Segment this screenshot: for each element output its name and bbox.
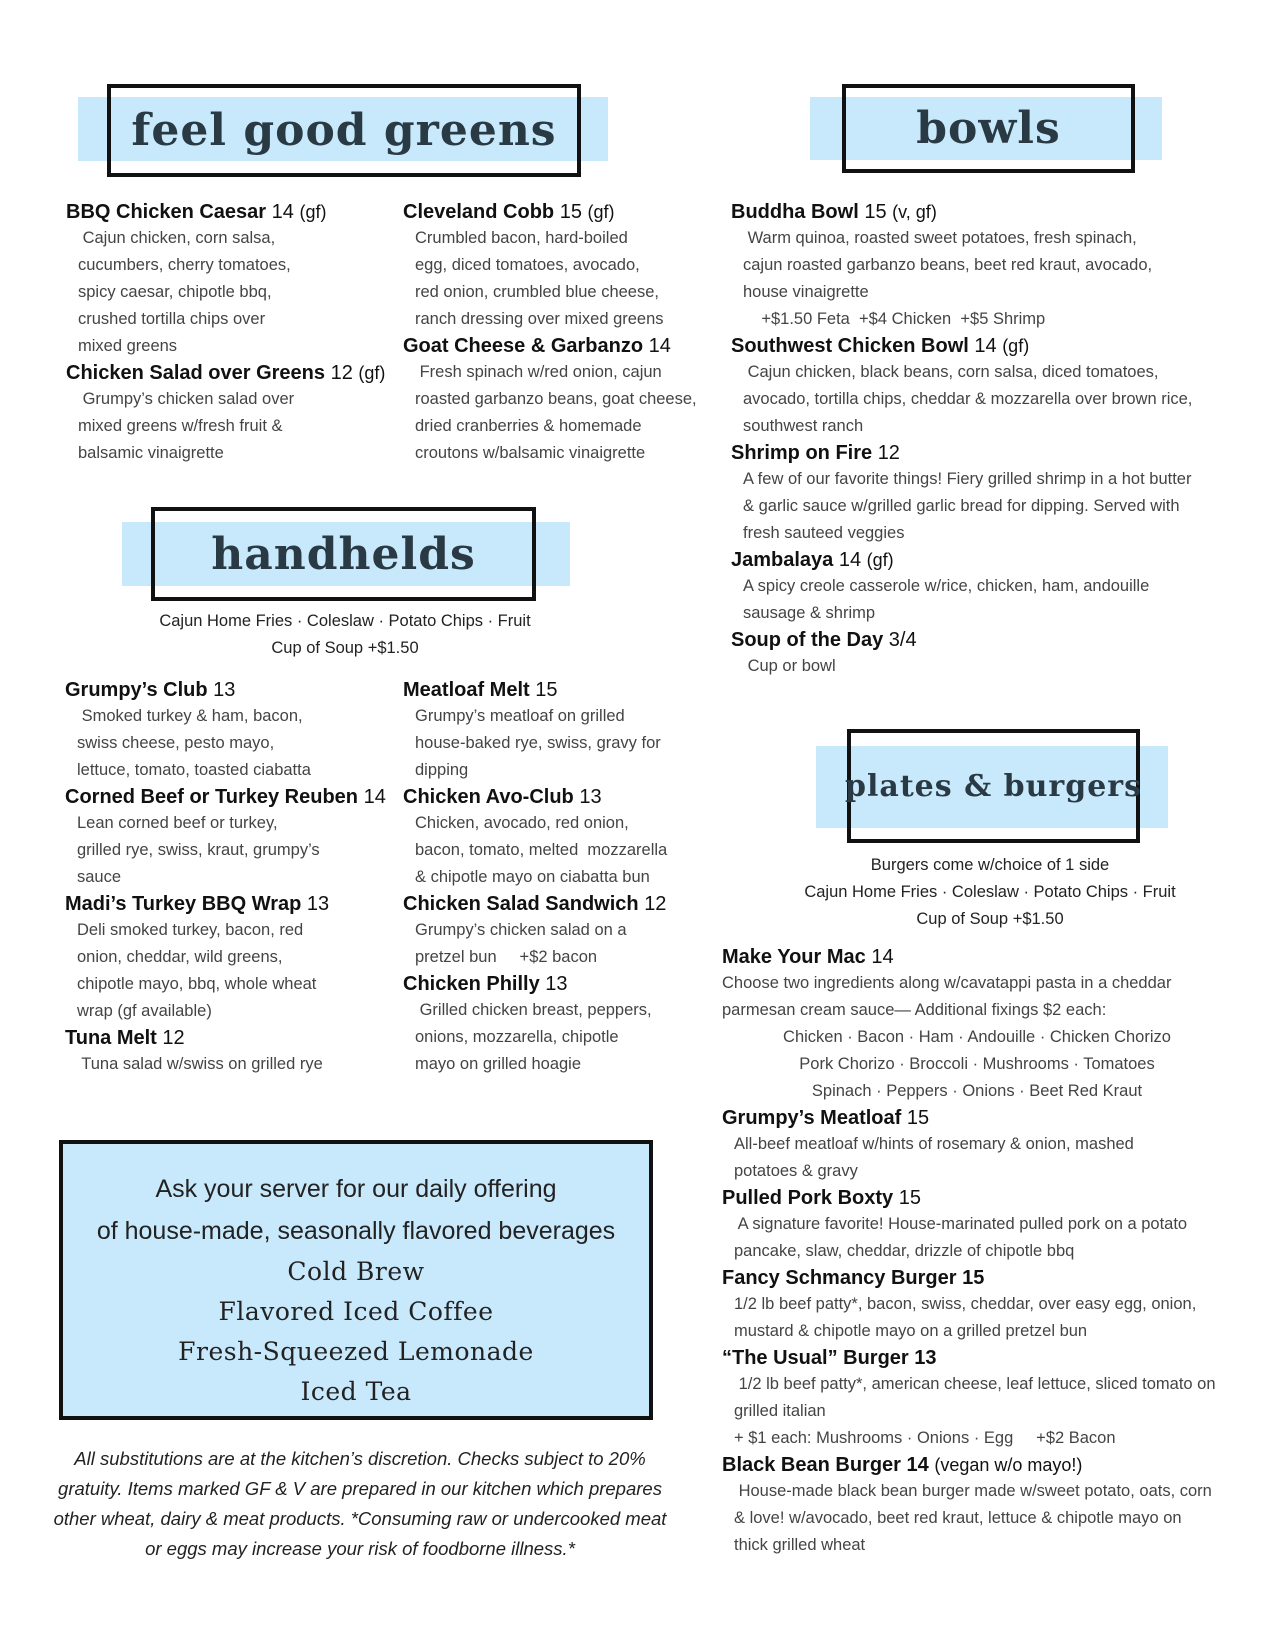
menu-item-description: +$1.50 Feta +$4 Chicken +$5 Shrimp <box>743 310 1046 328</box>
menu-item-heading <box>722 1345 1262 1371</box>
handhelds-left-column <box>65 677 395 1078</box>
plates-sides-line: Burgers come w/choice of 1 side <box>870 856 1110 874</box>
plates-sides-line: Cup of Soup +$1.50 <box>916 910 1064 928</box>
menu-item-description: Grumpy’s chicken salad over <box>78 390 295 408</box>
menu-item <box>66 360 396 467</box>
menu-item-price: 12 <box>877 442 900 464</box>
menu-item-price: 15 <box>898 1187 921 1209</box>
menu-item-description: Warm quinoa, roasted sweet potatoes, fresh spinach, <box>743 229 1137 247</box>
menu-item-price: 14 <box>271 201 294 223</box>
menu-item-name: Buddha Bowl <box>731 201 859 223</box>
menu-item <box>722 1185 1262 1265</box>
beverage-item: Cold Brew <box>287 1257 425 1286</box>
menu-item-name: Chicken Avo-Club <box>403 786 574 808</box>
menu-item-description: dipping <box>415 761 469 779</box>
menu-item-heading <box>731 333 1251 359</box>
menu-item-description: Grumpy’s chicken salad on a <box>415 921 627 939</box>
menu-item-description: sauce <box>77 868 122 886</box>
menu-item-tag: (vegan w/o mayo!) <box>934 1455 1083 1475</box>
menu-item-name: Madi’s Turkey BBQ Wrap <box>65 893 302 915</box>
menu-item-heading <box>65 677 395 703</box>
menu-item-name: Goat Cheese & Garbanzo <box>403 335 644 357</box>
menu-item-price: 15 <box>535 679 558 701</box>
menu-item-heading <box>731 627 1251 653</box>
menu-item-description: Crumbled bacon, hard-boiled <box>415 229 628 247</box>
beverage-item: Fresh-Squeezed Lemonade <box>178 1337 534 1366</box>
menu-item <box>66 199 396 360</box>
menu-item-name: BBQ Chicken Caesar <box>66 201 267 223</box>
menu-item-description: spicy caesar, chipotle bbq, <box>78 283 272 301</box>
menu-item-price: 14 <box>974 335 997 357</box>
plates-title: plates & burgers <box>845 768 1142 804</box>
menu-item-price: 15 <box>559 201 582 223</box>
plates-sides-line: Cajun Home Fries · Coleslaw · Potato Chips · Fruit <box>804 883 1176 901</box>
menu-item-description: + $1 each: Mushrooms · Onions · Egg +$2 Bacon <box>734 1429 1116 1447</box>
menu-item-name: Chicken Philly <box>403 973 540 995</box>
menu-item-description: pancake, slaw, cheddar, drizzle of chipotle bbq <box>734 1242 1075 1260</box>
menu-item-description: balsamic vinaigrette <box>78 444 224 462</box>
menu-item-name: Grumpy’s Club <box>65 679 208 701</box>
menu-item-name: Chicken Salad over Greens <box>66 362 326 384</box>
menu-item-description: Fresh spinach w/red onion, cajun <box>415 363 662 381</box>
menu-item-name: Tuna Melt <box>65 1027 157 1049</box>
menu-item-price: 15 <box>864 201 887 223</box>
menu-item-description: 1/2 lb beef patty*, bacon, swiss, cheddar, over easy egg, onion, <box>734 1295 1197 1313</box>
menu-item-name: Cleveland Cobb <box>403 201 555 223</box>
menu-item-description: house-baked rye, swiss, gravy for <box>415 734 661 752</box>
menu-item-description: thick grilled wheat <box>734 1536 866 1554</box>
handhelds-sides-line: Cajun Home Fries · Coleslaw · Potato Chips · Fruit <box>159 612 531 630</box>
plates-column <box>722 944 1262 1559</box>
menu-item-heading <box>403 199 713 225</box>
menu-item-heading <box>722 1265 1262 1291</box>
menu-item-price: 15 <box>906 1107 930 1129</box>
menu-item-description: Lean corned beef or turkey, <box>77 814 278 832</box>
menu-item-price: 13 <box>306 893 330 915</box>
plates-sides <box>720 852 1260 933</box>
menu-item-description: sausage & shrimp <box>743 604 876 622</box>
menu-item-description: bacon, tomato, melted mozzarella <box>415 841 668 859</box>
menu-item-heading <box>722 1452 1262 1478</box>
mac-fixing-line: Spinach · Peppers · Onions · Beet Red Kraut <box>811 1082 1143 1100</box>
menu-item <box>731 627 1251 680</box>
menu-item-heading <box>65 891 395 917</box>
handhelds-sides <box>70 608 620 662</box>
menu-item-description: A signature favorite! House-marinated pulled pork on a potato <box>734 1215 1188 1233</box>
menu-item-name: Soup of the Day <box>731 629 884 651</box>
handhelds-sides-line: Cup of Soup +$1.50 <box>271 639 419 657</box>
menu-item-heading <box>722 944 1262 970</box>
menu-item-name: “The Usual” Burger 13 <box>722 1347 937 1369</box>
menu-item <box>722 1265 1262 1345</box>
menu-item-heading <box>66 360 396 386</box>
handhelds-right-column <box>403 677 703 1078</box>
menu-item-description: Grumpy’s meatloaf on grilled <box>415 707 625 725</box>
menu-item-description: potatoes & gravy <box>734 1162 858 1180</box>
disclaimer-line: gratuity. Items marked GF & V are prepared in our kitchen which prepares <box>58 1478 662 1499</box>
menu-item <box>722 1105 1262 1185</box>
menu-item-name: Shrimp on Fire <box>731 442 873 464</box>
menu-item-price: 14 <box>648 335 671 357</box>
menu-item-description: A few of our favorite things! Fiery grilled shrimp in a hot butter <box>743 470 1192 488</box>
menu-item <box>731 547 1251 627</box>
menu-item-price: 12 <box>644 893 667 915</box>
menu-item-description: swiss cheese, pesto mayo, <box>77 734 275 752</box>
beverage-item: Flavored Iced Coffee <box>218 1297 494 1326</box>
menu-item-description: Cajun chicken, black beans, corn salsa, diced tomatoes, <box>743 363 1159 381</box>
menu-item-name: Corned Beef or Turkey Reuben <box>65 786 359 808</box>
menu-item-description: mixed greens w/fresh fruit & <box>78 417 283 435</box>
menu-item-description: 1/2 lb beef patty*, american cheese, leaf lettuce, sliced tomato on <box>734 1375 1216 1393</box>
disclaimer-line: other wheat, dairy & meat products. *Consuming raw or undercooked meat <box>53 1508 667 1529</box>
mac-fixings-list <box>722 1024 1232 1105</box>
menu-item-tag: (gf) <box>866 550 894 570</box>
menu-item-description: & chipotle mayo on ciabatta bun <box>415 868 650 886</box>
menu-item-description: wrap (gf available) <box>77 1002 212 1020</box>
menu-item <box>731 333 1251 440</box>
greens-right-column <box>403 199 713 467</box>
menu-item-name: Southwest Chicken Bowl <box>731 335 969 357</box>
menu-item <box>722 1452 1262 1559</box>
menu-item-name: Pulled Pork Boxty <box>722 1187 894 1209</box>
menu-item <box>403 971 703 1078</box>
menu-item-name: Jambalaya <box>731 549 834 571</box>
menu-item-heading <box>722 1105 1262 1131</box>
menu-item-heading <box>403 333 713 359</box>
menu-item-description: & garlic sauce w/grilled garlic bread for dipping. Served with <box>743 497 1180 515</box>
menu-item-price: 14 <box>871 946 894 968</box>
menu-item-description: Choose two ingredients along w/cavatappi pasta in a cheddar <box>722 974 1172 992</box>
menu-item-description: Cajun chicken, corn salsa, <box>78 229 276 247</box>
menu-item-heading <box>403 971 703 997</box>
menu-item-heading <box>731 199 1251 225</box>
menu-item-name: Chicken Salad Sandwich <box>403 893 639 915</box>
greens-title: feel good greens <box>131 105 557 156</box>
menu-item-description: lettuce, tomato, toasted ciabatta <box>77 761 311 779</box>
menu-item-description: avocado, tortilla chips, cheddar & mozzarella over brown rice, <box>743 390 1193 408</box>
menu-item <box>722 944 1262 1105</box>
menu-item-heading <box>403 891 703 917</box>
menu-item <box>403 199 713 333</box>
menu-item-price: 3/4 <box>888 629 917 651</box>
menu-item-description: cucumbers, cherry tomatoes, <box>78 256 291 274</box>
menu-item <box>403 333 713 467</box>
menu-item-description: red onion, crumbled blue cheese, <box>415 283 659 301</box>
menu-item <box>65 1025 395 1078</box>
menu-item-tag: (gf) <box>587 202 615 222</box>
beverage-intro: of house-made, seasonally flavored beverages <box>96 1217 616 1245</box>
menu-item-price: 13 <box>213 679 236 701</box>
menu-item-price: 12 <box>330 362 353 384</box>
menu-item <box>403 891 703 971</box>
beverage-item: Iced Tea <box>300 1377 412 1406</box>
menu-item-description: egg, diced tomatoes, avocado, <box>415 256 640 274</box>
menu-item-description: mustard & chipotle mayo on a grilled pretzel bun <box>734 1322 1088 1340</box>
menu-item <box>403 677 703 784</box>
menu-item-description: onions, mozzarella, chipotle <box>415 1028 619 1046</box>
menu-item-price: 14 <box>838 549 862 571</box>
menu-item-description: croutons w/balsamic vinaigrette <box>415 444 646 462</box>
menu-item-name: Black Bean Burger 14 <box>722 1454 929 1476</box>
menu-item-description: roasted garbanzo beans, goat cheese, <box>415 390 697 408</box>
menu-item-description: All-beef meatloaf w/hints of rosemary & onion, mashed <box>734 1135 1134 1153</box>
menu-item-description: Tuna salad w/swiss on grilled rye <box>77 1055 323 1073</box>
menu-item-description: A spicy creole casserole w/rice, chicken, ham, andouille <box>743 577 1150 595</box>
disclaimer-line: All substitutions are at the kitchen’s discretion. Checks subject to 20% <box>74 1448 646 1469</box>
menu-item-tag: (gf) <box>1002 336 1030 356</box>
menu-item-description: southwest ranch <box>743 417 864 435</box>
bowls-title: bowls <box>916 103 1061 154</box>
menu-item-heading <box>731 547 1251 573</box>
menu-item-name: Fancy Schmancy Burger 15 <box>722 1267 985 1289</box>
menu-item-description: House-made black bean burger made w/sweet potato, oats, corn <box>734 1482 1212 1500</box>
menu-item-description: Smoked turkey & ham, bacon, <box>77 707 303 725</box>
menu-item <box>722 1345 1262 1452</box>
menu-item-heading <box>403 677 703 703</box>
menu-item-description: pretzel bun +$2 bacon <box>415 948 598 966</box>
menu-item-description: cajun roasted garbanzo beans, beet red kraut, avocado, <box>743 256 1153 274</box>
menu-item-description: dried cranberries & homemade <box>415 417 642 435</box>
menu-item-description: ranch dressing over mixed greens <box>415 310 664 328</box>
bowls-column <box>731 199 1251 680</box>
menu-item-tag: (v, gf) <box>892 202 937 222</box>
menu-item-description: crushed tortilla chips over <box>78 310 266 328</box>
menu-item <box>731 199 1251 333</box>
menu-item <box>403 784 703 891</box>
menu-item-name: Grumpy’s Meatloaf <box>722 1107 902 1129</box>
menu-item-heading <box>722 1185 1262 1211</box>
menu-item <box>65 677 395 784</box>
menu-item-description: fresh sauteed veggies <box>743 524 905 542</box>
menu-item-heading <box>66 199 396 225</box>
menu-item <box>65 784 395 891</box>
menu-item-description: Cup or bowl <box>743 657 836 675</box>
menu-item-price: 12 <box>162 1027 185 1049</box>
menu-item-description: & love! w/avocado, beet red kraut, lettuce & chipotle mayo on <box>734 1509 1182 1527</box>
menu-item-description: Chicken, avocado, red onion, <box>415 814 629 832</box>
menu-item-heading <box>65 1025 395 1051</box>
menu-item-name: Meatloaf Melt <box>403 679 530 701</box>
menu-item-description: grilled italian <box>734 1402 826 1420</box>
menu-item-description: house vinaigrette <box>743 283 869 301</box>
menu-item-price: 14 <box>363 786 386 808</box>
greens-left-column <box>66 199 396 467</box>
beverage-intro: Ask your server for our daily offering <box>155 1175 557 1203</box>
menu-item-description: chipotle mayo, bbq, whole wheat <box>77 975 317 993</box>
menu-item-tag: (gf) <box>358 363 386 383</box>
menu-item-tag: (gf) <box>299 202 327 222</box>
menu-item-price: 13 <box>579 786 602 808</box>
menu-item <box>65 891 395 1025</box>
handhelds-title: handhelds <box>211 528 476 580</box>
menu-item-description: mixed greens <box>78 337 178 355</box>
menu-item-heading <box>731 440 1251 466</box>
disclaimer-line: or eggs may increase your risk of foodborne illness.* <box>145 1538 575 1559</box>
menu-item-name: Make Your Mac <box>722 946 866 968</box>
menu-item-description: Grilled chicken breast, peppers, <box>415 1001 652 1019</box>
menu-item-description: Deli smoked turkey, bacon, red <box>77 921 304 939</box>
menu-item-description: onion, cheddar, wild greens, <box>77 948 283 966</box>
menu-item-description: parmesan cream sauce— Additional fixings $2 each: <box>722 1001 1107 1019</box>
menu-item-description: grilled rye, swiss, kraut, grumpy’s <box>77 841 320 859</box>
menu-item-heading <box>65 784 395 810</box>
mac-fixing-line: Pork Chorizo · Broccoli · Mushrooms · Tomatoes <box>799 1055 1155 1073</box>
disclaimer <box>30 1444 690 1564</box>
menu-item-heading <box>403 784 703 810</box>
mac-fixing-line: Chicken · Bacon · Ham · Andouille · Chicken Chorizo <box>783 1028 1171 1046</box>
menu-item-price: 13 <box>545 973 568 995</box>
beverage-box <box>59 1140 653 1420</box>
menu-item-description: mayo on grilled hoagie <box>415 1055 582 1073</box>
menu-item <box>731 440 1251 547</box>
